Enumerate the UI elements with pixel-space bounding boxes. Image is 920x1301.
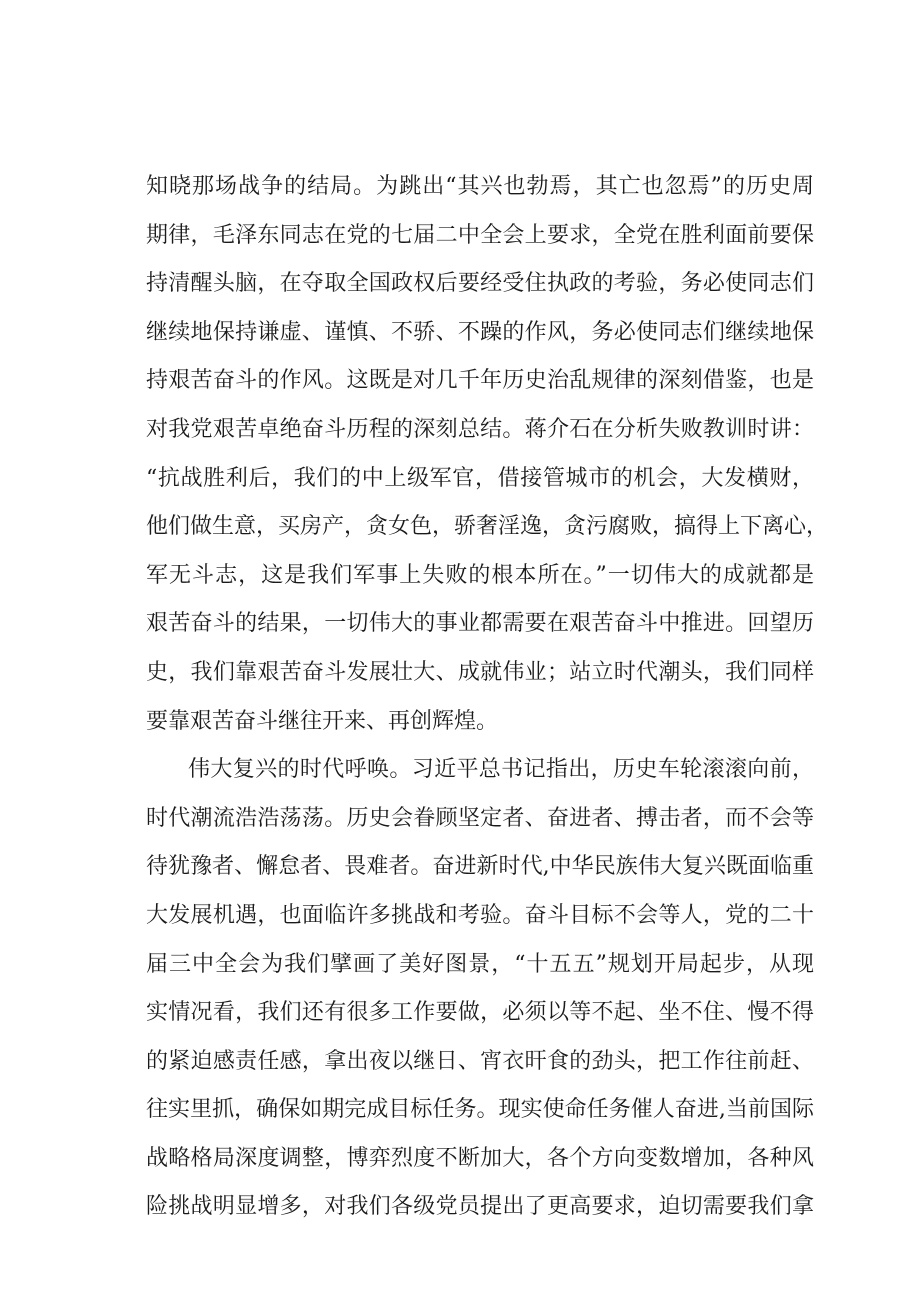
text-line: 战略格局深度调整，博弈烈度不断加大，各个方向变数增加，各种风 [146, 1145, 814, 1171]
text-line: 史，我们靠艰苦奋斗发展壮大、成就伟业；站立时代潮头，我们同样 [146, 659, 814, 685]
text-line: 要靠艰苦奋斗继往开来、再创辉煌。 [146, 708, 499, 734]
text-line: 大发展机遇，也面临许多挑战和考验。奋斗目标不会等人，党的二十 [146, 902, 814, 928]
text-line: 艰苦奋斗的结果，一切伟大的事业都需要在艰苦奋斗中推进。回望历 [146, 611, 814, 637]
text-line: 持清醒头脑，在夺取全国政权后要经受住执政的考验，务必使同志们 [146, 271, 814, 297]
text-line: 届三中全会为我们擘画了美好图景，“十五五”规划开局起步，从现 [146, 951, 814, 977]
text-line: 他们做生意，买房产，贪女色，骄奢淫逸，贪污腐败，搞得上下离心， [146, 514, 829, 540]
text-line: 实情况看，我们还有很多工作要做，必须以等不起、坐不住、慢不得 [146, 1000, 814, 1026]
text-line: 往实里抓，确保如期完成目标任务。现实使命任务催人奋进,当前国际 [146, 1097, 814, 1123]
body-text [146, 163, 829, 1232]
text-line: 时代潮流浩浩荡荡。历史会眷顾坚定者、奋进者、搏击者，而不会等 [146, 805, 814, 831]
text-line: 期律，毛泽东同志在党的七届二中全会上要求，全党在胜利面前要保 [146, 222, 814, 248]
text-line: 伟大复兴的时代呼唤。习近平总书记指出，历史车轮滚滚向前， [188, 757, 814, 783]
text-line: 军无斗志，这是我们军事上失败的根本所在。”一切伟大的成就都是 [146, 562, 814, 588]
text-line: 待犹豫者、懈怠者、畏难者。奋进新时代,中华民族伟大复兴既面临重 [146, 854, 814, 880]
paragraph-2 [146, 746, 814, 1232]
text-line: 持艰苦奋斗的作风。这既是对几千年历史治乱规律的深刻借鉴，也是 [146, 368, 814, 394]
text-line: 对我党艰苦卓绝奋斗历程的深刻总结。蒋介石在分析失败教训时讲： [146, 416, 814, 442]
text-line: 知晓那场战争的结局。为跳出“其兴也勃焉，其亡也忽焉”的历史周 [146, 174, 814, 199]
text-line: 的紧迫感责任感，拿出夜以继日、宵衣旰食的劲头，把工作往前赶、 [146, 1048, 814, 1074]
text-line: “抗战胜利后，我们的中上级军官，借接管城市的机会，大发横财， [146, 465, 814, 491]
text-line: 继续地保持谦虚、谨慎、不骄、不躁的作风，务必使同志们继续地保 [146, 319, 814, 345]
text-line: 险挑战明显增多，对我们各级党员提出了更高要求，迫切需要我们拿 [146, 1194, 814, 1220]
paragraph-1 [146, 163, 829, 746]
